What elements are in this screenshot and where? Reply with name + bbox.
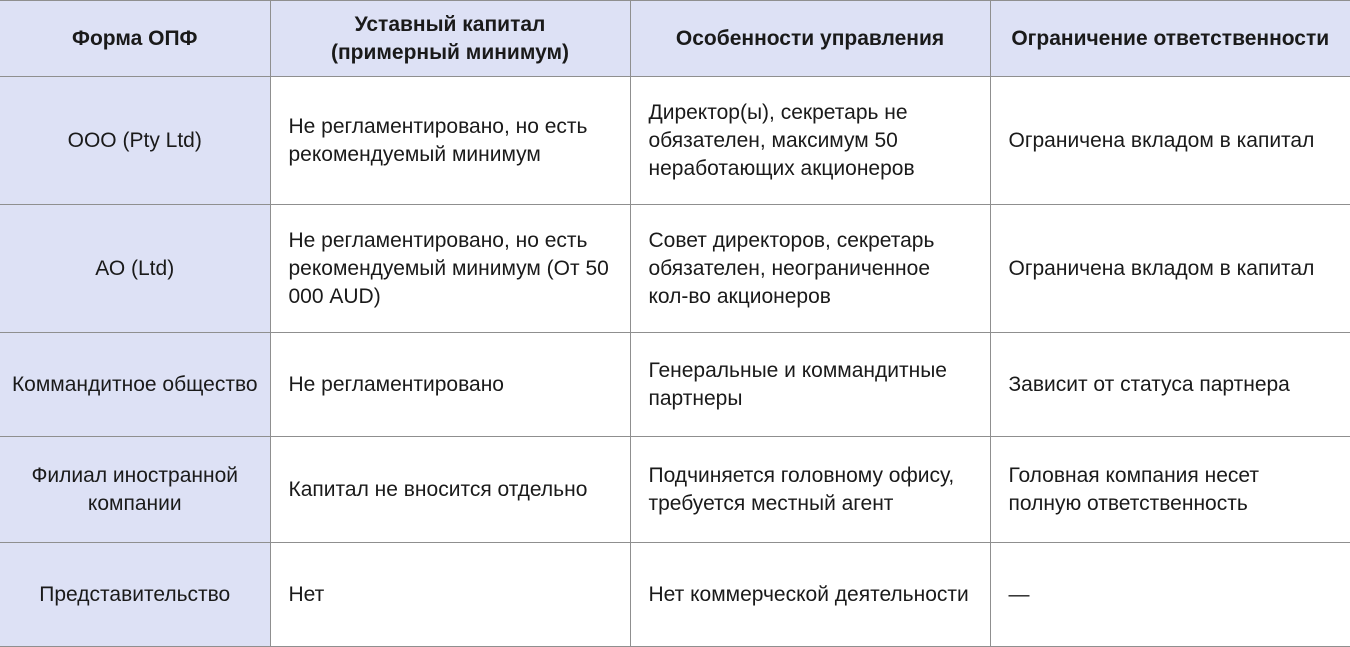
header-row — [0, 1, 1350, 77]
row-management: Подчиняется головному офису, требуется местный агент — [630, 437, 990, 543]
row-form: Коммандитное общество — [0, 333, 270, 437]
row-management: Нет коммерческой деятельности — [630, 543, 990, 647]
row-liability: — — [990, 543, 1350, 647]
row-form: ООО (Pty Ltd) — [0, 77, 270, 205]
header-capital: Уставный капитал (примерный минимум) — [270, 1, 630, 77]
row-capital: Капитал не вносится отдельно — [270, 437, 630, 543]
header-form: Форма ОПФ — [0, 1, 270, 77]
row-capital: Не регламентировано — [270, 333, 630, 437]
table-row — [0, 543, 1350, 647]
row-capital: Не регламентировано, но есть рекомендуемый минимум (От 50 000 AUD) — [270, 205, 630, 333]
row-liability: Головная компания несет полную ответственность — [990, 437, 1350, 543]
row-management: Директор(ы), секретарь не обязателен, максимум 50 неработающих акционеров — [630, 77, 990, 205]
row-capital: Нет — [270, 543, 630, 647]
header-liability: Ограничение ответственности — [990, 1, 1350, 77]
row-form: Филиал иностранной компании — [0, 437, 270, 543]
table-row — [0, 205, 1350, 333]
table-row — [0, 437, 1350, 543]
table-row — [0, 333, 1350, 437]
header-management: Особенности управления — [630, 1, 990, 77]
table-row — [0, 77, 1350, 205]
row-liability: Ограничена вкладом в капитал — [990, 205, 1350, 333]
row-management: Совет директоров, секретарь обязателен, неограниченное кол-во акционеров — [630, 205, 990, 333]
row-liability: Ограничена вкладом в капитал — [990, 77, 1350, 205]
row-form: АО (Ltd) — [0, 205, 270, 333]
row-management: Генеральные и коммандитные партнеры — [630, 333, 990, 437]
row-capital: Не регламентировано, но есть рекомендуемый минимум — [270, 77, 630, 205]
row-form: Представительство — [0, 543, 270, 647]
row-liability: Зависит от статуса партнера — [990, 333, 1350, 437]
